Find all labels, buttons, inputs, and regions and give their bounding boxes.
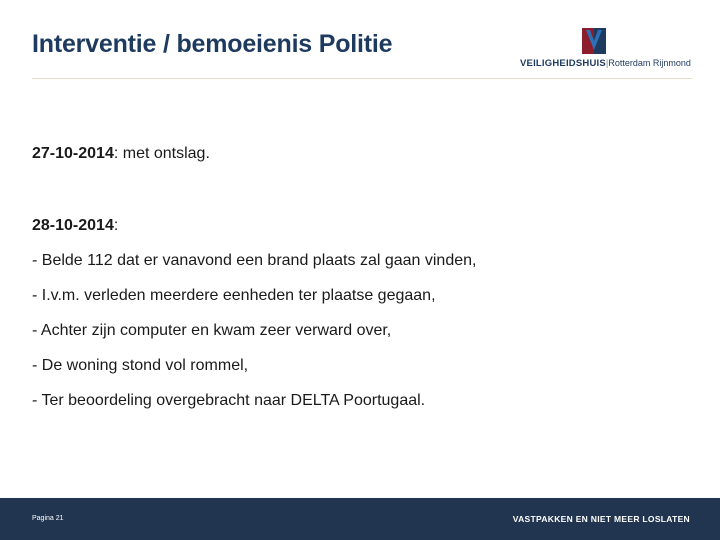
title-divider [32,78,692,79]
bullet-item: - Achter zijn computer en kwam zeer verward over, [32,322,392,339]
bullet-item: - Belde 112 dat er vanavond een brand plaats zal gaan vinden, [32,252,477,269]
veiligheidshuis-logo [520,28,695,70]
bullet-item: - Ter beoordeling overgebracht naar DELTA Poortugaal. [32,392,426,409]
logo-region: Rotterdam Rijnmond [608,58,691,68]
entry-2-date: 28-10-2014 [32,217,114,234]
entry-2 [32,216,692,236]
bullet-item: - De woning stond vol rommel, [32,357,249,374]
logo-separator: | [605,58,609,69]
footer-bar [0,498,720,540]
entry-1 [32,144,692,164]
entry-1-date: 27-10-2014 [32,145,114,162]
logo-name: VEILIGHEIDSHUIS [520,58,606,69]
entry-1-text: : met ontslag. [113,145,210,162]
bullet-list [32,251,692,411]
footer-slogan: VASTPAKKEN EN NIET MEER LOSLATEN [512,514,690,524]
bullet-item: - I.v.m. verleden meerdere eenheden ter plaatse gegaan, [32,287,436,304]
content-body [32,144,692,411]
v-shield-icon [582,28,606,54]
slide-title: Interventie / bemoeienis Politie [32,30,393,58]
entry-2-text: : [113,217,119,234]
page-number: Pagina 21 [32,515,64,522]
